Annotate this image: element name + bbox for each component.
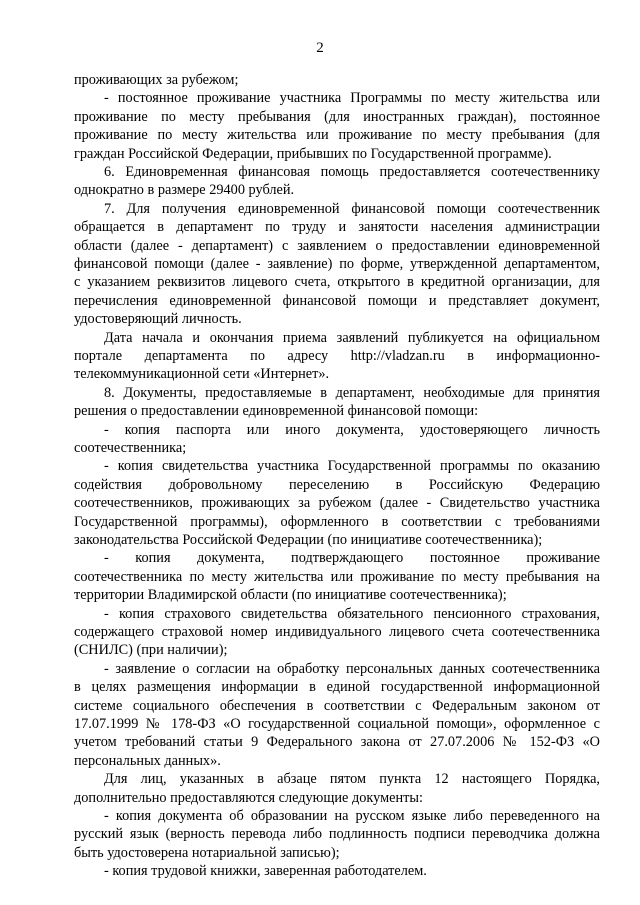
text-line: перечисления единовременной финансовой помощи и представляет документ, bbox=[74, 292, 600, 309]
text-line: проживание по месту жительства или проживание по месту пребывания (для bbox=[74, 127, 600, 144]
text-line: территории Владимирской области (по инициативе соотечественника); bbox=[74, 587, 507, 604]
text-line: телекоммуникационной сети «Интернет». bbox=[74, 366, 330, 383]
text-line: портале департамента по адресу http://vladzan.ru в информационно- bbox=[74, 348, 600, 364]
text-line: учетом требований статьи 9 Федерального закона от 27.07.2006 № 152-ФЗ «О bbox=[74, 734, 600, 751]
text-line: русский язык (верность перевода либо подлинность подписи переводчика должна bbox=[74, 826, 600, 843]
text-line: области (далее - департамент) с заявлением о предоставлении единовременной bbox=[74, 237, 600, 254]
page-number: 2 bbox=[316, 40, 324, 56]
text-line: - копия паспорта или иного документа, удостоверяющего личность bbox=[104, 421, 600, 438]
text-line: удостоверяющий личность. bbox=[74, 311, 242, 328]
text-line: Дата начала и окончания приема заявлений публикуется на официальном bbox=[104, 329, 600, 346]
text-line: решения о предоставлении единовременной финансовой помощи: bbox=[74, 403, 479, 420]
text-line: Для лиц, указанных в абзаце пятом пункта 12 настоящего Порядка, bbox=[104, 771, 600, 788]
text-line: 6. Единовременная финансовая помощь предоставляется соотечественнику bbox=[104, 164, 600, 180]
text-line: проживающих за рубежом; bbox=[74, 72, 239, 88]
text-line: обращается в департамент по труду и занятости населения администрации bbox=[74, 219, 600, 236]
text-line: содействия добровольному переселению в Российскую Федерацию bbox=[74, 476, 600, 493]
text-line: Государственной программы), оформленного в соответствии с требованиями bbox=[74, 513, 600, 530]
text-line: соотечественника; bbox=[74, 440, 187, 456]
text-line: дополнительно предоставляются следующие документы: bbox=[74, 789, 423, 806]
text-line: - копия документа об образовании на русском языке либо переведенного на bbox=[104, 808, 600, 824]
text-line: системе социального обеспечения в соответствии с Федеральным законом от bbox=[74, 697, 600, 714]
text-line: в целях размещения информации в единой государственной информационной bbox=[74, 679, 600, 696]
text-line: проживание по месту пребывания (для иностранных граждан), постоянное bbox=[74, 108, 600, 125]
text-line: - копия страхового свидетельства обязательного пенсионного страхования, bbox=[104, 605, 600, 622]
text-line: (СНИЛС) (при наличии); bbox=[74, 642, 228, 659]
text-line: 8. Документы, предоставляемые в департамент, необходимые для принятия bbox=[104, 384, 600, 401]
text-line: соотечественника по месту жительства или проживание по месту пребывания на bbox=[74, 568, 600, 585]
text-line: соотечественников, проживающих за рубежом (далее - Свидетельство участника bbox=[74, 495, 600, 512]
text-line: - заявление о согласии на обработку персональных данных соотечественника bbox=[104, 660, 600, 677]
text-line: финансовой помощи (далее - заявление) по форме, утвержденной департаментом, bbox=[74, 256, 600, 272]
text-line: - копия свидетельства участника Государственной программы по оказанию bbox=[104, 458, 600, 475]
text-line: законодательства Российской Федерации (по инициативе соотечественника); bbox=[74, 532, 543, 548]
text-line: - копия трудовой книжки, заверенная работодателем. bbox=[104, 863, 427, 880]
text-line: с указанием реквизитов лицевого счета, открытого в кредитной организации, для bbox=[74, 274, 600, 291]
text-line: персональных данных». bbox=[74, 752, 221, 769]
text-line: - постоянное проживание участника Программы по месту жительства или bbox=[104, 90, 600, 107]
text-line: - копия документа, подтверждающего постоянное проживание bbox=[104, 550, 600, 567]
text-line: 17.07.1999 № 178-ФЗ «О государственной социальной помощи», оформленное с bbox=[74, 716, 600, 732]
text-line: граждан Российской Федерации, прибывших по Государственной программе). bbox=[74, 145, 552, 162]
text-line: содержащего страховой номер индивидуального лицевого счета соотечественника bbox=[74, 624, 600, 640]
text-line: однократно в размере 29400 рублей. bbox=[74, 182, 295, 199]
text-line: быть удостоверена нотариальной записью); bbox=[74, 844, 340, 861]
text-line: 7. Для получения единовременной финансовой помощи соотечественник bbox=[104, 200, 600, 217]
